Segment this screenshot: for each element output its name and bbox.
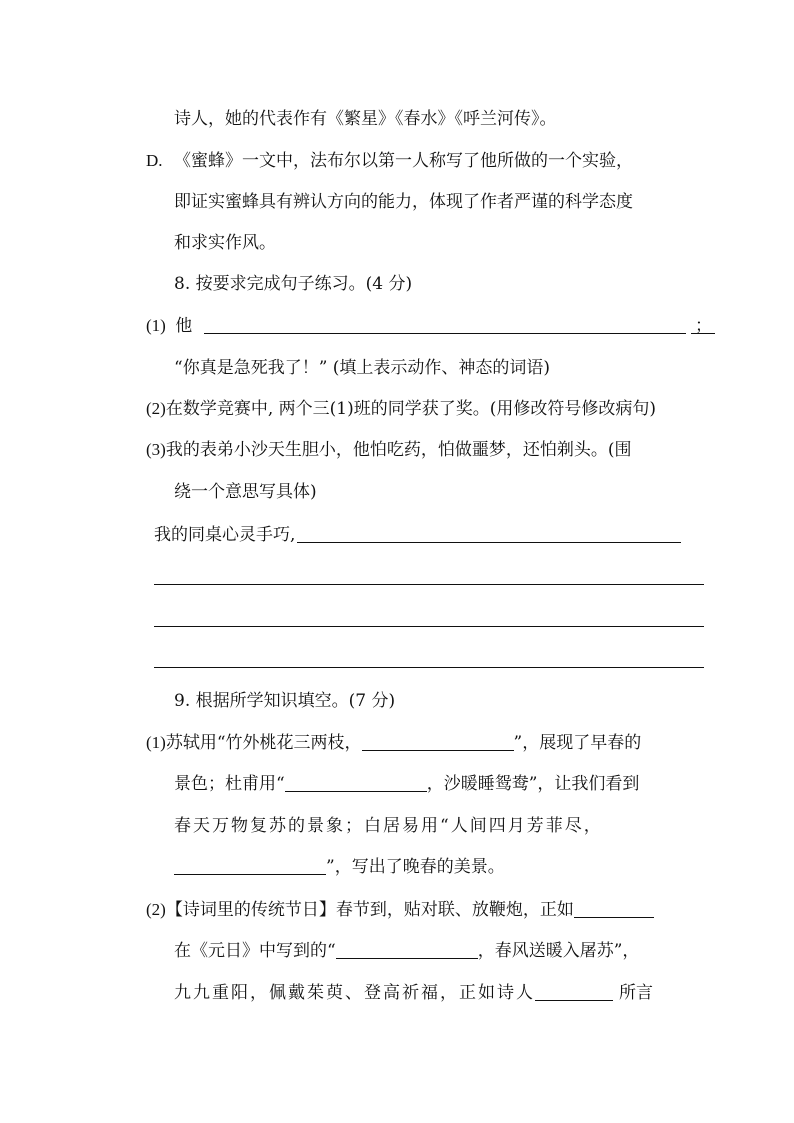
q9-part-1-line3 bbox=[0, 813, 794, 839]
writing-line[interactable] bbox=[154, 667, 704, 668]
part-text: 在《元日》中写到的“ bbox=[174, 941, 336, 961]
paragraph-text: 和求实作风。 bbox=[174, 233, 276, 253]
text-line bbox=[0, 189, 794, 215]
part-label: (2) bbox=[146, 399, 166, 418]
answer-blank[interactable] bbox=[204, 313, 686, 334]
part-label: (1) bbox=[146, 733, 166, 752]
answer-blank[interactable] bbox=[535, 980, 613, 1001]
question-title: 9. 根据所学知识填空。(7 分) bbox=[174, 691, 396, 711]
part-label: (3) bbox=[146, 440, 166, 459]
q9-part-2-line2 bbox=[0, 938, 794, 964]
part-label: (2) bbox=[146, 900, 166, 919]
answer-blank[interactable] bbox=[362, 730, 514, 751]
option-d-line bbox=[0, 148, 794, 174]
part-text: 【诗词里的传统节日】春节到，贴对联、放鞭炮，正如 bbox=[165, 900, 574, 920]
q9-part-2-line3 bbox=[0, 980, 794, 1006]
part-text: ”，展现了早春的 bbox=[513, 733, 642, 753]
text-line bbox=[0, 230, 794, 256]
q9-part-1-line2 bbox=[0, 771, 794, 797]
paragraph-text: 诗人，她的代表作有《繁星》《春水》《呼兰河传》。 bbox=[174, 109, 557, 129]
q8-part-3 bbox=[0, 437, 794, 463]
answer-blank[interactable] bbox=[174, 854, 326, 875]
writing-prompt: 我的同桌心灵手巧, bbox=[154, 525, 296, 545]
question-9-title bbox=[0, 688, 794, 714]
part-text: 苏轼用“竹外桃花三两枝， bbox=[165, 733, 362, 753]
part-text: 在数学竞赛中, 两个三(1)班的同学获了奖。(用修改符号修改病句) bbox=[165, 399, 656, 419]
answer-blank[interactable] bbox=[297, 522, 681, 543]
semicolon-text: ； bbox=[691, 313, 708, 339]
text-line bbox=[0, 106, 794, 132]
part-text: 九九重阳，佩戴茱萸、登高祈福，正如诗人 bbox=[174, 983, 535, 1003]
part-text: 春天万物复苏的景象；白居易用“人间四月芳菲尽， bbox=[174, 816, 603, 836]
q8-part-1-cont bbox=[0, 355, 794, 381]
part-text: 绕一个意思写具体) bbox=[174, 482, 317, 502]
option-d-text: 《蜜蜂》一文中，法布尔以第一人称写了他所做的一个实验， bbox=[174, 151, 633, 171]
answer-blank[interactable] bbox=[574, 897, 654, 918]
writing-line[interactable] bbox=[154, 626, 704, 627]
q9-part-1-line4 bbox=[0, 854, 794, 880]
paragraph-text: 即证实蜜蜂具有辨认方向的能力，体现了作者严谨的科学态度 bbox=[174, 192, 633, 212]
q8-writing-prompt bbox=[0, 522, 794, 548]
option-d-label: D. bbox=[146, 151, 163, 170]
question-8-title bbox=[0, 271, 794, 297]
part-text: ，沙暖睡鸳鸯”，让我们看到 bbox=[426, 774, 640, 794]
q8-part-1 bbox=[0, 313, 794, 339]
part-text: ”，写出了晚春的美景。 bbox=[326, 857, 505, 877]
q9-part-1 bbox=[0, 730, 794, 756]
q9-part-2 bbox=[0, 897, 794, 923]
question-title: 8. 按要求完成句子练习。(4 分) bbox=[174, 274, 413, 294]
answer-blank[interactable] bbox=[285, 771, 427, 792]
part-text: ，春风送暖入屠苏”， bbox=[477, 941, 640, 961]
answer-blank[interactable] bbox=[336, 938, 478, 959]
part-text: 所言 bbox=[619, 983, 653, 1003]
part-text: 他 bbox=[175, 316, 193, 336]
writing-line[interactable] bbox=[154, 584, 704, 585]
part-text: 我的表弟小沙天生胆小，他怕吃药，怕做噩梦，还怕剃头。(围 bbox=[165, 440, 632, 460]
part-label: (1) bbox=[146, 316, 166, 335]
part-text: 景色；杜甫用“ bbox=[174, 774, 285, 794]
part-text: “你真是急死我了！” (填上表示动作、神态的词语) bbox=[174, 358, 551, 378]
q8-part-3-cont bbox=[0, 479, 794, 505]
q8-part-2 bbox=[0, 396, 794, 422]
